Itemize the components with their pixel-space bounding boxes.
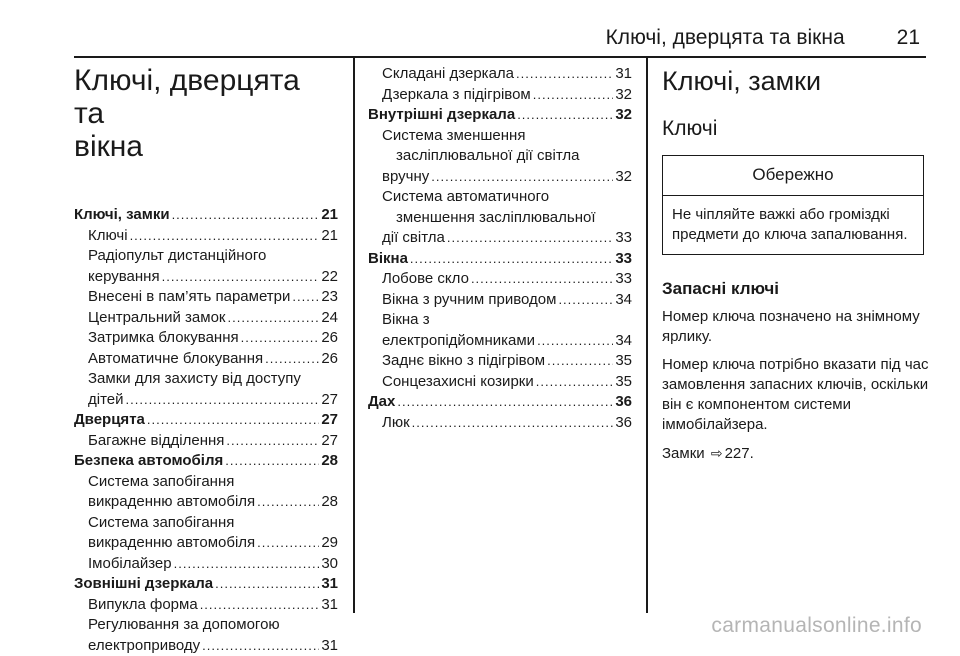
toc-page-number: 27 [321, 431, 338, 452]
toc-page-number: 26 [321, 328, 338, 349]
toc-entry-line[interactable]: Радіопульт дистанційного [88, 246, 338, 267]
toc-entry[interactable] [382, 64, 632, 85]
paragraph-locks-reference [662, 443, 932, 464]
toc-dot-leader [558, 290, 613, 311]
toc-entry[interactable] [88, 595, 338, 616]
toc-entry-line[interactable]: Система запобігання [88, 513, 338, 534]
toc-page-number: 24 [321, 308, 338, 329]
toc-entry-title: Лобове скло [382, 269, 469, 290]
toc-dot-leader [241, 328, 320, 349]
header-rule [74, 56, 926, 58]
toc-entry-title: Автоматичне блокування [88, 349, 263, 370]
toc-entry[interactable] [88, 308, 338, 329]
toc-entry-title: Люк [382, 413, 410, 434]
toc-entry[interactable] [88, 554, 338, 575]
toc-dot-leader [172, 205, 320, 226]
toc-dot-leader [410, 249, 613, 270]
toc-entry[interactable] [88, 636, 338, 656]
toc-entry[interactable] [382, 331, 632, 352]
toc-entry-title: Сонцезахисні козирки [382, 372, 534, 393]
toc-entry-title: електропідйомниками [382, 331, 535, 352]
toc-entry-title: Заднє вікно з підігрівом [382, 351, 545, 372]
toc-entry-title: Випукла форма [88, 595, 198, 616]
toc-entry[interactable] [88, 287, 338, 308]
toc-page-number: 27 [321, 410, 338, 431]
locks-page-reference[interactable]: 227. [725, 445, 754, 462]
toc-dot-leader [147, 410, 319, 431]
toc-page-number: 28 [321, 492, 338, 513]
toc-page-number: 32 [615, 105, 632, 126]
toc-section-entry[interactable] [368, 249, 632, 270]
toc-entry[interactable] [382, 228, 632, 249]
toc-dot-leader [226, 431, 319, 452]
toc-entry-title: Вікна з ручним приводом [382, 290, 556, 311]
toc-dot-leader [228, 308, 320, 329]
subsection-title: Ключі [662, 117, 932, 141]
toc-dot-leader [431, 167, 613, 188]
toc-entry-title: Дверцята [74, 410, 145, 431]
paragraph-key-number-order: Номер ключа потрібно вказати під час замовлення запасних ключів, оскільки він є компонентом системи іммобілайзера. [662, 355, 932, 435]
toc-entry-title: вручну [382, 167, 429, 188]
column-1 [74, 60, 338, 656]
column-3 [662, 62, 932, 464]
toc-page-number: 33 [615, 249, 632, 270]
toc-page-number: 31 [321, 636, 338, 656]
toc-entry-line[interactable]: Система запобігання [88, 472, 338, 493]
toc-dot-leader [471, 269, 613, 290]
toc-page-number: 32 [615, 167, 632, 188]
toc-section-entry[interactable] [74, 205, 338, 226]
toc-page-number: 21 [321, 205, 338, 226]
toc-entry-title: Центральний замок [88, 308, 226, 329]
toc-entry[interactable] [382, 167, 632, 188]
toc-entry-title: Внесені в пам’ять параметри [88, 287, 290, 308]
toc-page-number: 32 [615, 85, 632, 106]
toc-entry[interactable] [88, 226, 338, 247]
spare-keys-heading: Запасні ключі [662, 279, 932, 299]
chapter-title [74, 64, 338, 163]
caution-text: Не чіпляйте важкі або громіздкі предмети до ключа запалювання. [663, 196, 923, 254]
toc-section-entry[interactable] [74, 574, 338, 595]
toc-page-number: 21 [321, 226, 338, 247]
section-title: Ключі, замки [662, 65, 932, 97]
toc-page-number: 23 [321, 287, 338, 308]
toc-dot-leader [536, 372, 614, 393]
toc-page-number: 27 [321, 390, 338, 411]
toc-entry[interactable] [88, 328, 338, 349]
chapter-title-line-1: Ключі, дверцята та [74, 64, 300, 130]
toc-page-number: 34 [615, 290, 632, 311]
toc-dot-leader [202, 636, 319, 656]
toc-page-number: 31 [321, 595, 338, 616]
toc-entry[interactable] [88, 492, 338, 513]
toc-page-number: 36 [615, 413, 632, 434]
toc-page-number: 33 [615, 228, 632, 249]
toc-entry[interactable] [382, 290, 632, 311]
toc-entry-title: викраденню автомобіля [88, 533, 255, 554]
toc-entry-title: Ключі [88, 226, 128, 247]
toc-dot-leader [397, 392, 613, 413]
toc-page-number: 30 [321, 554, 338, 575]
toc-dot-leader [516, 64, 613, 85]
toc-entry-line[interactable]: Замки для захисту від доступу [88, 369, 338, 390]
toc-entry-title: Вікна [368, 249, 408, 270]
caution-heading: Обережно [663, 156, 923, 196]
toc-entry[interactable] [382, 372, 632, 393]
toc-entry-title: викраденню автомобіля [88, 492, 255, 513]
locks-label: Замки [662, 445, 705, 462]
toc-entry-title: електроприводу [88, 636, 200, 656]
toc-section-entry[interactable] [368, 105, 632, 126]
toc-page-number: 35 [615, 372, 632, 393]
toc-section-entry[interactable] [74, 451, 338, 472]
toc-page-number: 31 [321, 574, 338, 595]
table-of-contents-continued [368, 64, 632, 433]
toc-page-number: 29 [321, 533, 338, 554]
toc-dot-leader [130, 226, 320, 247]
toc-entry-line[interactable]: Система автоматичного [382, 187, 632, 208]
toc-entry[interactable] [88, 533, 338, 554]
toc-dot-leader [292, 287, 319, 308]
toc-entry-line[interactable]: Вікна з [382, 310, 632, 331]
toc-entry-title: Дах [368, 392, 395, 413]
toc-entry[interactable] [88, 267, 338, 288]
toc-dot-leader [257, 492, 319, 513]
toc-entry-title: Безпека автомобіля [74, 451, 223, 472]
chapter-title-line-2: вікна [74, 130, 143, 163]
table-of-contents [74, 205, 338, 656]
toc-entry-title: Внутрішні дзеркала [368, 105, 515, 126]
toc-page-number: 26 [321, 349, 338, 370]
toc-dot-leader [200, 595, 320, 616]
toc-entry-line[interactable]: зменшення засліплювальної [396, 208, 632, 229]
page-reference-arrow-icon: ⇨ [711, 443, 723, 463]
toc-dot-leader [517, 105, 613, 126]
toc-page-number: 22 [321, 267, 338, 288]
running-header-title: Ключі, дверцята та вікна [606, 26, 845, 50]
toc-entry[interactable] [382, 413, 632, 434]
toc-page-number: 35 [615, 351, 632, 372]
toc-entry-title: керування [88, 267, 160, 288]
toc-entry-title: Складані дзеркала [382, 64, 514, 85]
column-divider-2 [646, 57, 648, 613]
toc-dot-leader [126, 390, 320, 411]
toc-dot-leader [174, 554, 320, 575]
toc-entry-title: Зовнішні дзеркала [74, 574, 213, 595]
toc-dot-leader [447, 228, 613, 249]
toc-dot-leader [412, 413, 614, 434]
toc-entry-title: дітей [88, 390, 124, 411]
toc-entry-title: Дзеркала з підігрівом [382, 85, 531, 106]
toc-section-entry[interactable] [74, 410, 338, 431]
toc-dot-leader [162, 267, 320, 288]
toc-entry-line[interactable]: Регулювання за допомогою [88, 615, 338, 636]
toc-dot-leader [265, 349, 319, 370]
page-number: 21 [897, 26, 920, 50]
toc-entry-title: дії світла [382, 228, 445, 249]
toc-dot-leader [215, 574, 319, 595]
toc-entry-title: Багажне відділення [88, 431, 224, 452]
column-divider-1 [353, 57, 355, 613]
toc-entry-title: Ключі, замки [74, 205, 170, 226]
toc-dot-leader [533, 85, 614, 106]
toc-entry-title: Затримка блокування [88, 328, 239, 349]
column-2 [368, 64, 632, 433]
running-header [606, 26, 920, 50]
toc-entry[interactable] [382, 85, 632, 106]
toc-dot-leader [257, 533, 319, 554]
paragraph-key-number-tag: Номер ключа позначено на знімному ярлику. [662, 307, 932, 347]
toc-entry-line[interactable]: засліплювальної дії світла [396, 146, 632, 167]
toc-entry[interactable] [88, 431, 338, 452]
toc-page-number: 33 [615, 269, 632, 290]
toc-page-number: 34 [615, 331, 632, 352]
toc-dot-leader [225, 451, 319, 472]
toc-entry-title: Імобілайзер [88, 554, 172, 575]
watermark: carmanualsonline.info [711, 614, 922, 638]
caution-box [662, 155, 924, 255]
toc-page-number: 36 [615, 392, 632, 413]
toc-entry-line[interactable]: Система зменшення [382, 126, 632, 147]
toc-entry[interactable] [88, 349, 338, 370]
toc-entry[interactable] [382, 351, 632, 372]
toc-entry[interactable] [88, 390, 338, 411]
toc-dot-leader [547, 351, 613, 372]
toc-dot-leader [537, 331, 613, 352]
toc-page-number: 28 [321, 451, 338, 472]
toc-section-entry[interactable] [368, 392, 632, 413]
toc-entry[interactable] [382, 269, 632, 290]
toc-page-number: 31 [615, 64, 632, 85]
